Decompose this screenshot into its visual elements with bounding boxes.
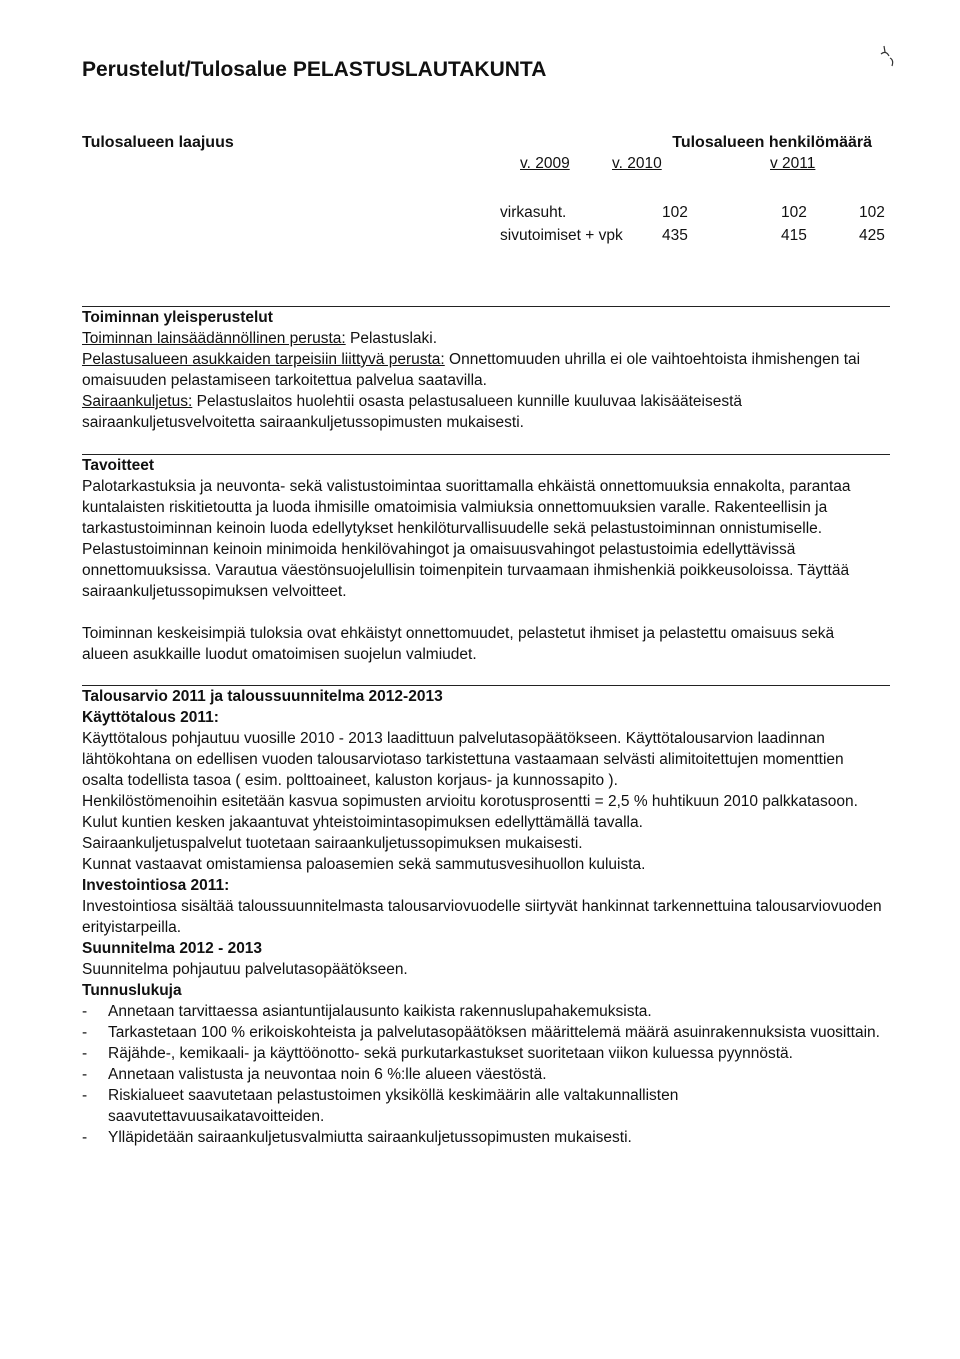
row-label: virkasuht.	[500, 204, 567, 221]
ambulance-label: Sairaankuljetus:	[82, 393, 193, 410]
basis-section	[82, 306, 882, 433]
staff-heading: Tulosalueen henkilömäärä	[672, 134, 872, 151]
table-row	[500, 202, 900, 225]
basis-heading: Toiminnan yleisperustelut	[82, 309, 273, 326]
operating-line: Henkilöstömenoihin esitetään kasvua sopimusten arvioitu korotusprosentti = 2,5 % huhtikuun 2010 palkkatasoon. Kulut kuntien kesken jakaantuvat yhteistoimintasopimuksen edellyttämällä tavalla.	[82, 793, 858, 831]
legal-text: Pelastuslaki.	[345, 330, 438, 347]
budget-section	[82, 685, 882, 1148]
legal-label: Toiminnan lainsäädännöllinen perusta:	[82, 330, 346, 347]
row-value: 102	[781, 204, 807, 221]
goals-section	[82, 454, 882, 665]
needs-basis	[82, 349, 882, 391]
table-row	[500, 225, 900, 248]
needs-label: Pelastusalueen asukkaiden tarpeisiin liittyvä perusta:	[82, 351, 445, 368]
operating-heading: Käyttötalous 2011:	[82, 709, 219, 726]
year-2010: v. 2010	[612, 155, 662, 172]
scope-heading: Tulosalueen laajuus	[82, 134, 234, 151]
legal-basis	[82, 328, 882, 349]
results-text: Toiminnan keskeisimpiä tuloksia ovat ehkäistyt onnettomuudet, pelastetut ihmiset ja pelastettu omaisuus sekä alueen asukkaille luodut omatoimisen suojelun valmiudet.	[82, 625, 835, 663]
row-value: 415	[781, 227, 807, 244]
goals-heading: Tavoitteet	[82, 457, 155, 474]
plan-heading: Suunnitelma 2012 - 2013	[82, 940, 263, 957]
staff-table	[500, 202, 900, 248]
operating-line: Kunnat vastaavat omistamiensa paloasemien sekä sammutusvesihuollon kuluista.	[82, 856, 646, 873]
scope-section	[82, 132, 885, 244]
kpi-list	[82, 1001, 882, 1148]
year-2011: v 2011	[770, 155, 816, 172]
operating-line: Käyttötalous pohjautuu vuosille 2010 - 2013 laadittuun palvelutasopäätökseen. Käyttötalousarvion laadinnan lähtökohtana on edellisen vuoden talousarviotaso tarkistettuna vastaamaan selvästi alimitoitettujen momenttien osalta todellista tasoa ( esim. polttoaineet, kaluston korjaus- ja kunnossapito ).	[82, 730, 844, 789]
operating-line: Sairaankuljetuspalvelut tuotetaan sairaankuljetussopimuksen mukaisesti.	[82, 835, 583, 852]
page-title: Perustelut/Tulosalue PELASTUSLAUTAKUNTA	[82, 58, 547, 81]
ambulance-text: Pelastuslaitos huolehtii osasta pelastusalueen kunnille kuuluvaa lakisääteisestä sairaankuljetusvelvoitetta sairaankuljetussopimusten mukaisesti.	[82, 393, 743, 431]
year-2009: v. 2009	[520, 155, 570, 172]
kpi-heading: Tunnuslukuja	[82, 982, 182, 999]
list-item: - Ylläpidetään sairaankuljetusvalmiutta sairaankuljetussopimusten mukaisesti.	[82, 1127, 882, 1148]
row-value: 435	[662, 227, 688, 244]
list-item: - Tarkastetaan 100 % erikoiskohteista ja palvelutasopäätöksen määrittelemä määrä asuinrakennuksista vuosittain.	[82, 1022, 882, 1043]
needs-text: Onnettomuuden uhrilla ei ole vaihtoehtoista ihmishengen tai omaisuuden pelastamiseen tarkoitettua palvelua saatavilla.	[82, 351, 861, 389]
investment-text: Investointiosa sisältää taloussuunnitelmasta talousarviovuodelle siirtyvät hankinnat tarkennettuina talousarviovuoden erityistarpeilla.	[82, 898, 882, 936]
row-label: sivutoimiset + vpk	[500, 227, 623, 244]
list-item: - Annetaan tarvittaessa asiantuntijalausunto kaikista rakennuslupahakemuksista.	[82, 1001, 882, 1022]
goals-text: Palotarkastuksia ja neuvonta- sekä valistustoimintaa suorittamalla ehkäistä onnettomuuksia ennakolta, parantaa kuntalaisten riskitietoutta ja luoda ihmisille omatoimisia valmiuksia onnettomuuksien varalle. Rakenteellisin ja tarkastustoiminnan keinoin luoda edellytykset henkilöturvallisuudelle sekä pelastustoiminnan onnistumiselle. Pelastustoiminnan keinoin minimoida henkilövahingot ja omaisuusvahingot pelastustoimia edellyttävissä onnettomuuksissa. Varautua väestönsuojelullisin toimenpitein turvaamaan ihmishenkiä poikkeusoloissa. Täyttää sairaankuljetussopimuksen velvoitteet.	[82, 478, 851, 600]
list-item: - Riskialueet saavutetaan pelastustoimen yksiköllä keskimäärin alle valtakunnallisten saavutettavuusaikatavoitteiden.	[82, 1085, 882, 1127]
plan-text: Suunnitelma pohjautuu palvelutasopäätökseen.	[82, 961, 408, 978]
budget-heading: Talousarvio 2011 ja taloussuunnitelma 2012-2013	[82, 688, 443, 705]
row-value: 425	[859, 227, 885, 244]
ambulance-basis	[82, 391, 882, 433]
list-item: - Annetaan valistusta ja neuvontaa noin 6 %:lle alueen väestöstä.	[82, 1064, 882, 1085]
row-value: 102	[662, 204, 688, 221]
list-item: - Räjähde-, kemikaali- ja käyttöönotto- sekä purkutarkastukset suoritetaan viikon kuluessa pyynnöstä.	[82, 1043, 882, 1064]
row-value: 102	[859, 204, 885, 221]
investment-heading: Investointiosa 2011:	[82, 877, 230, 894]
document-page	[82, 56, 885, 1148]
